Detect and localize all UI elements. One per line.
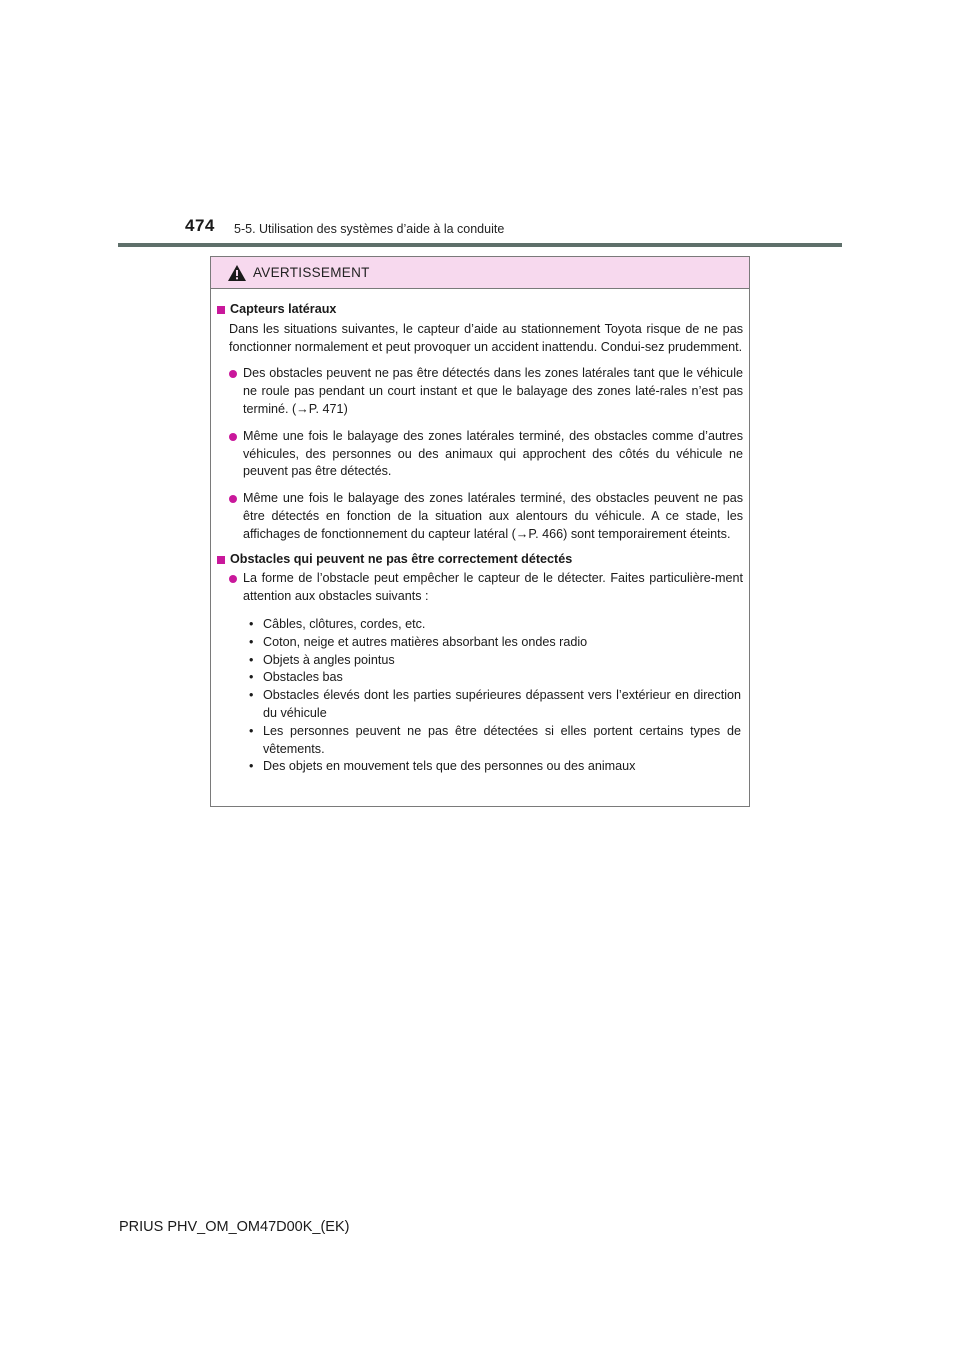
section-heading — [217, 301, 743, 319]
warning-box — [210, 256, 750, 807]
square-bullet-icon — [217, 556, 225, 564]
section-intro: Dans les situations suivantes, le capteur d’aide au stationnement Toyota risque de ne pas fonctionner normalement et peut provoquer un accident inattendu. Condui-sez prudemment. — [229, 321, 743, 354]
list-item-text: Des obstacles peuvent ne pas être détectés dans les zones latérales tant que le véhicule ne roule pas pendant un court instant et que le balayage des zones laté-rales n’est pas terminé. (→P. 471) — [243, 366, 743, 416]
list-item-text: Même une fois le balayage des zones latérales terminé, des obstacles comme d’autres véhicules, des personnes ou des animaux qui approchent des côtés du véhicule ne peuvent pas être détectés. — [243, 428, 743, 479]
sub-list-item: • Les personnes peuvent ne pas être détectées si elles portent certains types de vêtements. — [249, 723, 741, 756]
warning-body — [211, 289, 749, 776]
document-code: PRIUS PHV_OM_OM47D00K_(EK) — [119, 1219, 350, 1235]
list-item-text: La forme de l’obstacle peut empêcher le capteur de le détecter. Faites particulière-ment attention aux obstacles suivants : — [243, 571, 743, 604]
list-item-text: Même une fois le balayage des zones latérales terminé, des obstacles peuvent ne pas être détectés en fonction de la situation aux alentours du véhicule. A ce stade, les affichages de fonctionnement du capteur latéral (→P. 466) sont temporairement éteints. — [243, 491, 743, 541]
circle-bullet-icon — [229, 433, 237, 441]
circle-bullet-icon — [229, 495, 237, 503]
warning-header — [211, 257, 749, 289]
sub-list-item: • Câbles, clôtures, cordes, etc. — [249, 616, 426, 631]
square-bullet-icon — [217, 306, 225, 314]
section-title: 5-5. Utilisation des systèmes d’aide à la conduite — [234, 222, 505, 236]
sub-list-item: • Des objets en mouvement tels que des personnes ou des animaux — [249, 759, 636, 774]
circle-bullet-icon — [229, 370, 237, 378]
circle-bullet-icon — [229, 575, 237, 583]
obstacle-sublist — [249, 616, 743, 776]
list-item — [229, 490, 743, 543]
sub-list-item: • Coton, neige et autres matières absorbant les ondes radio — [249, 634, 588, 649]
section-heading-text: Capteurs latéraux — [230, 302, 337, 316]
page-number: 474 — [185, 216, 215, 235]
warning-title: AVERTISSEMENT — [253, 265, 370, 280]
sub-list-item: • Objets à angles pointus — [249, 652, 395, 667]
header-rule — [118, 243, 842, 247]
warning-triangle-icon — [227, 264, 247, 282]
section-heading-text: Obstacles qui peuvent ne pas être correctement détectés — [230, 551, 573, 566]
sub-list-item: • Obstacles bas — [249, 670, 343, 685]
sub-list-item: • Obstacles élevés dont les parties supérieures dépassent vers l’extérieur en direction du véhicule — [249, 688, 741, 720]
list-item — [229, 570, 743, 606]
list-item — [229, 365, 743, 418]
section-heading — [217, 551, 743, 569]
list-item — [229, 428, 743, 481]
